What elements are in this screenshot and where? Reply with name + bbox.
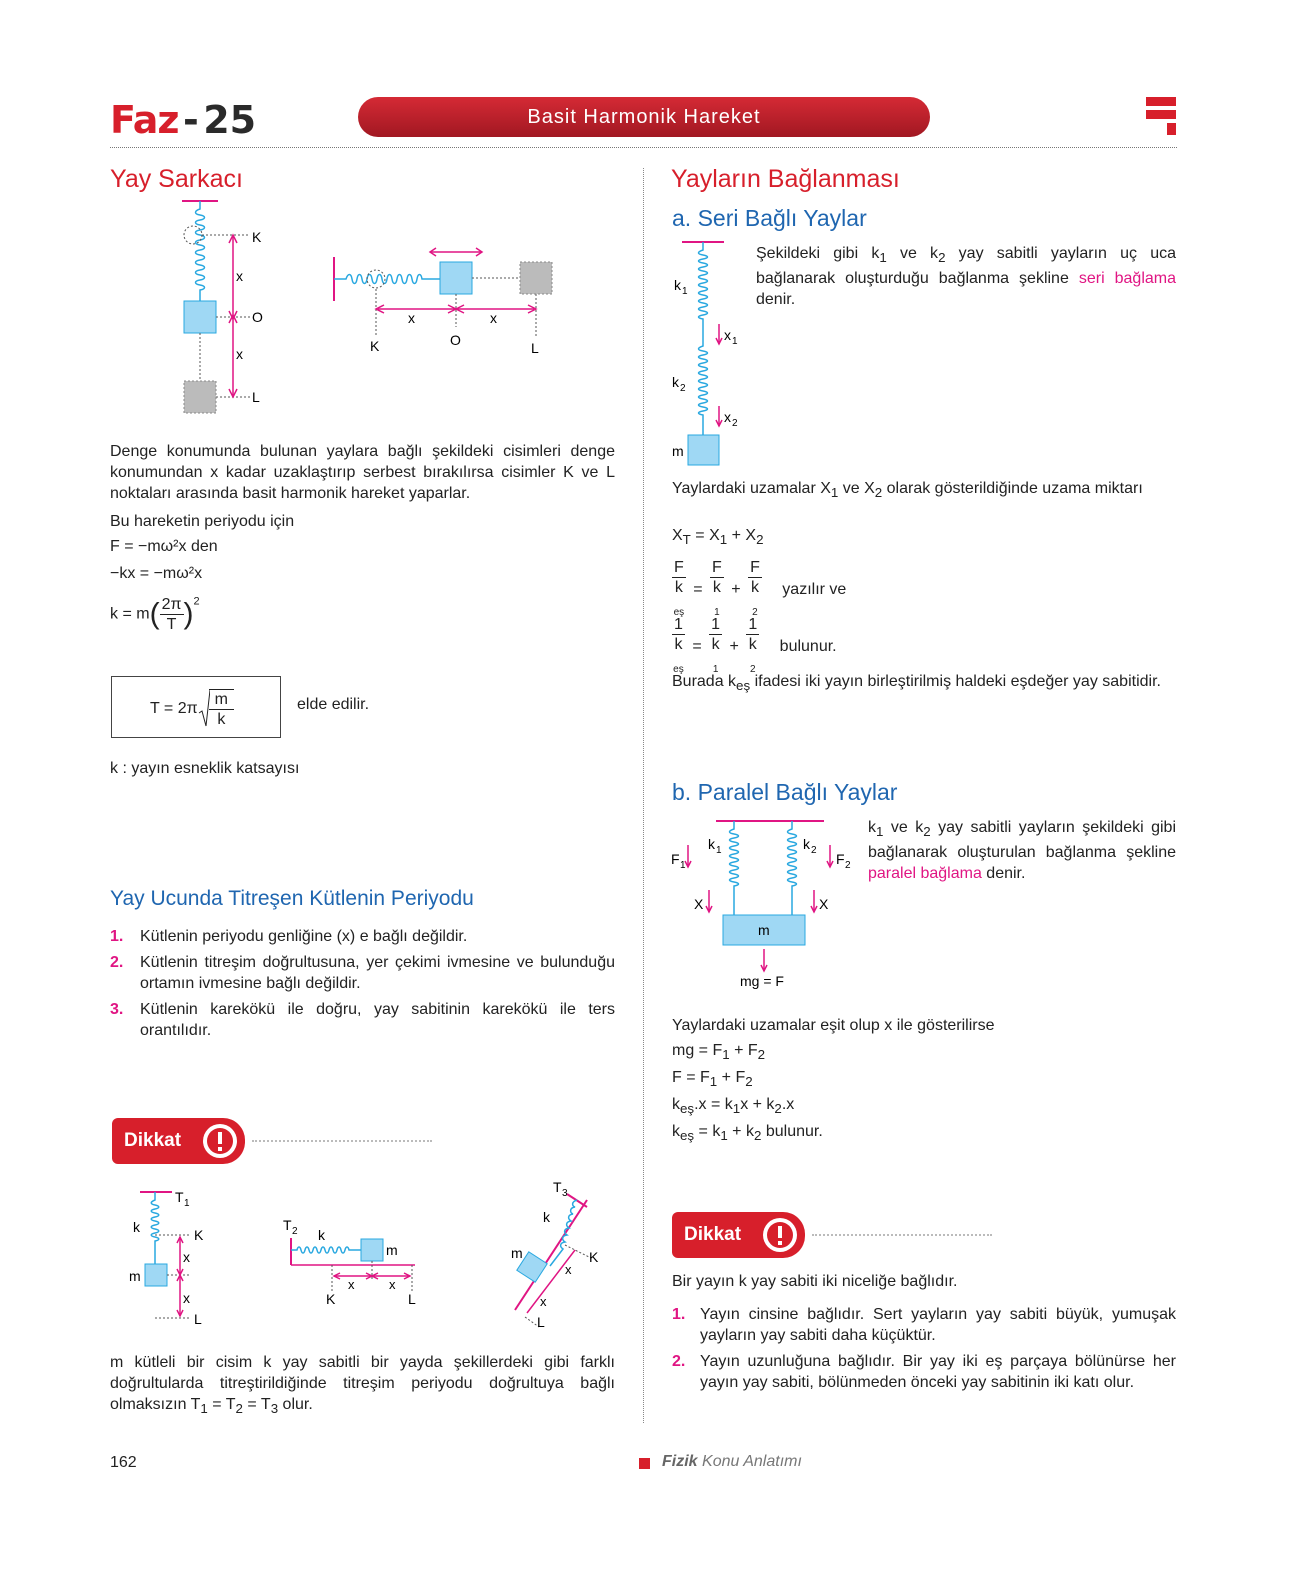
par-F2-sub: 2 [845,860,851,871]
pe4s2: 2 [753,1128,762,1144]
feq-num2: F [750,559,760,576]
section-title-paralel: b. Paralel Bağlı Yaylar [672,779,898,805]
seri-p-d: denir. [756,291,796,309]
par-eq2 [672,1069,753,1089]
dikkat-badge-left [112,1118,245,1164]
par-F2-label: F [836,851,845,867]
feq-es: eş [673,607,685,619]
seri-x1-sub: 1 [732,336,738,347]
par-m-label: m [758,922,770,938]
oeq-bulunur: bulunur. [779,638,837,656]
uzama-b: ve X [838,480,875,497]
d-L-label-1: L [194,1311,202,1327]
feq-k1-sub: 1 [714,607,720,619]
d-T2-label: T [283,1217,292,1233]
d-T3-sub: 3 [562,1188,568,1199]
par-k1-sub: 1 [716,845,722,856]
chapter-banner [358,97,930,137]
note-sub-3: 3 [270,1401,279,1417]
fig2-label-O: O [450,332,461,348]
d-k-label-3: k [543,1209,550,1225]
pe3b: .x = k [694,1096,733,1113]
pe1a: mg = F [672,1042,723,1059]
seri-p-sub2: 2 [938,250,946,266]
list-text: Kütlenin periyodu genliğine (x) e bağlı değildir. [140,928,468,945]
dikkat-figures [125,1180,645,1335]
fig1-label-K: K [252,229,262,245]
oeq-num0: 1 [674,616,683,633]
par-line1: Yaylardaki uzamalar eşit olup x ile gösterilirse [672,1017,995,1034]
period-intro: Bu hareketin periyodu için [110,513,295,530]
d-m-label-2: m [386,1242,398,1258]
par-eq4 [672,1123,823,1143]
par-mg-label: mg = F [740,973,784,989]
seri-m-label: m [672,443,684,459]
fig2-label-x2: x [490,310,497,326]
formula-numerator: m [209,690,234,710]
pe3a: k [672,1096,680,1113]
period-list [110,926,615,1041]
formula-T [150,689,234,729]
section-title-yay-sarkaci: Yay Sarkacı [110,165,243,193]
pe1s2: 2 [757,1047,766,1063]
oeq-k: k [674,636,683,653]
feq-k2: k [750,579,759,596]
dikkat-dots [252,1140,432,1142]
d-list [672,1304,1176,1393]
par-p-a: k [868,819,876,836]
feq-plus: + [731,581,741,599]
eq3-denominator: T [166,616,177,633]
oeq-num1: 1 [711,616,721,633]
pe4s1: 1 [720,1128,728,1144]
pe2b: + F [717,1069,746,1086]
list-text: Yayın cinsine bağlıdır. Sert yayların yay sabiti büyük, yumuşak yayların yay sabiti daha küçüktür. [700,1306,1176,1344]
d-T1-sub: 1 [184,1198,190,1209]
pe2s1: 1 [709,1074,718,1090]
oeq-plus: + [729,638,739,656]
list-number: 1. [110,928,124,945]
par-X1-label: X [694,896,704,912]
dikkat-note [110,1352,615,1419]
list-number: 3. [110,1001,124,1018]
par-k2-label: k [803,836,810,852]
par-k1-label: k [708,836,715,852]
list-text: Kütlenin karekökü ile doğru, yay sabitinin karekökü ile ters orantılıdır. [140,1001,615,1039]
uzama-paragraph [672,478,1176,503]
feq-k2-sub: 2 [752,607,758,619]
seri-p-c: yay sabitli yayların uç uca bağlanarak oluşturduğu bağlanma şekline [756,245,1177,288]
exclamation-icon [760,1215,800,1255]
horizontal-spring-figure [330,245,560,355]
oeq-num2: 1 [748,616,758,633]
dikkat-dots-right [812,1234,992,1236]
list-item [110,926,615,947]
fig1-label-x1: x [236,268,243,284]
pe2s2: 2 [745,1074,753,1090]
list-item [110,952,615,994]
footer-konu: Konu Anlatımı [702,1453,802,1470]
par-eq3 [672,1096,794,1116]
eq3-exponent: 2 [193,595,200,608]
paralel-paragraph [868,817,1176,884]
d-x-label-2: x [348,1277,355,1292]
footer-fizik: Fizik [662,1453,698,1470]
par-p-d: denir. [981,865,1026,883]
formula-T-label: T = 2π [150,700,198,717]
seri-p-a: Şekildeki gibi k [756,245,880,262]
pe1b: + F [729,1042,758,1059]
xt-sub: T [682,532,691,548]
d-K-label-2: K [326,1291,336,1307]
xt-eq: = X [690,527,720,544]
d-x-label-3: x [565,1262,572,1277]
dikkat-label-right: Dikkat [684,1224,742,1245]
oeq-k1-sub: 1 [712,664,719,676]
d-x-label-1: x [183,1249,190,1265]
par-X2-label: X [819,896,829,912]
list-number: 1. [672,1306,686,1323]
par-F1-label: F [671,851,680,867]
period-formula-box [111,676,281,738]
fig1-label-L: L [252,389,260,405]
d-T2-sub: 2 [292,1226,298,1237]
pe4a: k [672,1123,680,1140]
par-k2-sub: 2 [811,845,817,856]
pe3c: x + k [740,1096,775,1113]
d-x-label-2b: x [389,1277,396,1292]
equation-kx: −kx = −mω²x [110,565,203,582]
par-p-sub2: 2 [923,824,931,840]
burada-b: ifadesi iki yayın birleştirilmiş haldeki eşdeğer yay sabitidir. [750,673,1161,690]
k-definition: k : yayın esneklik katsayısı [110,760,300,777]
xt-sub2: 2 [756,532,764,548]
burada-a: Burada k [672,673,737,690]
footer-title [662,1453,802,1471]
par-eq1 [672,1042,765,1062]
note-text-a: m kütleli bir cisim k yay sabitli bir yayda şekillerdeki gibi farklı doğrultularda titreştirildiğinde titreşim periyodu doğrultuya bağlı olmaksızın T [110,1354,615,1413]
chapter-title: Basit Harmonik Hareket [527,106,761,128]
note-text-c: = T [242,1396,271,1413]
vertical-spring-figure [160,195,280,420]
pe4d: bulunur. [761,1123,823,1140]
pe1s1: 1 [722,1047,730,1063]
fig2-label-x1: x [408,310,415,326]
oeq-equals: = [692,638,702,656]
xt-x: X [672,527,683,544]
seri-paragraph [756,243,1176,310]
note-sub-2: 2 [235,1401,243,1417]
seri-k1-sub: 1 [682,286,688,297]
seri-p-sub1: 1 [879,250,887,266]
d-K-label-1: K [194,1227,204,1243]
pe3s1: 1 [732,1101,741,1117]
equation-force: F = −mω²x den [110,538,218,555]
par-p-highlight: paralel bağlama [868,865,982,883]
par-p-b: ve k [883,819,924,836]
dikkat-badge-right [672,1212,805,1258]
par-p-sub1: 1 [876,824,884,840]
pe2a: F = F [672,1069,710,1086]
publisher-logo-icon [1146,97,1178,137]
seri-k2-sub: 2 [680,383,686,394]
uzama-sub1: 1 [830,485,839,501]
list-number: 2. [110,954,124,971]
fig1-label-x2: x [236,346,243,362]
seri-k1-label: k [674,277,681,293]
feq-num0: F [674,559,684,576]
d-intro: Bir yayın k yay sabiti iki niceliğe bağlıdır. [672,1273,958,1290]
seri-x2-label: x [724,409,731,425]
dikkat-label: Dikkat [124,1130,182,1151]
fig1-label-O: O [252,309,263,325]
equation-1-keq [672,615,837,679]
uzama-sub2: 2 [874,485,883,501]
pe4b: = k [694,1123,721,1140]
seri-x1-label: x [724,327,731,343]
d-K-label-3: K [589,1249,599,1265]
pe4c: + k [727,1123,754,1140]
brand-dash: - [182,98,199,142]
par-p-c: yay sabitli yayların şekildeki gibi bağlanarak oluşturulan bağlanma şekline [868,819,1176,862]
feq-k: k [674,579,683,596]
d-T3-label: T [553,1180,562,1195]
d-m-label-3: m [511,1245,523,1261]
page-number: 162 [110,1454,137,1471]
section-title-seri: a. Seri Bağlı Yaylar [672,205,867,231]
note-text-b: = T [207,1396,236,1413]
uzama-a: Yaylardaki uzamalar X [672,480,831,497]
pe3d: .x [781,1096,795,1113]
list-number: 2. [672,1353,686,1370]
formula-denominator: k [217,711,226,728]
footer-square-icon [639,1458,650,1469]
uzama-c: olarak gösterildiğinde uzama miktarı [882,480,1143,497]
feq-yazilir: yazılır ve [782,581,847,599]
oeq-k2-sub: 2 [749,664,756,676]
list-text: Yayın uzunluğuna bağlıdır. Bir yay iki eş parçaya bölünürse her yayın yay sabiti, bölünmeden önceki yay sabitinin iki katı olur. [700,1353,1176,1391]
d-k-label-1: k [133,1219,140,1235]
brand-logo [110,98,256,142]
d-x-label-3b: x [540,1294,547,1309]
list-item [672,1351,1176,1393]
fig2-label-L: L [531,340,539,355]
equation-k: k = m( $\frac{2\pi}{T}$ )$^2$ [110,595,200,633]
feq-equals: = [693,581,703,599]
brand-name: Faz [110,98,179,142]
oeq-es: eş [673,664,684,676]
seri-x2-sub: 2 [732,418,738,429]
burada-sub: eş [736,678,751,694]
fig2-label-K: K [370,338,380,354]
feq-k1: k [712,579,721,596]
oeq-k2: k [748,636,757,653]
d-x-label-1b: x [183,1290,190,1306]
seri-p-b: ve k [886,245,939,262]
pe4es: eş [680,1128,695,1144]
equation-XT [672,527,763,547]
oeq-k1: k [711,636,720,653]
header-rule [110,147,1177,148]
section-title-period: Yay Ucunda Titreşen Kütlenin Periyodu [110,887,474,910]
pe3es: eş [680,1101,695,1117]
pendulum-paragraph: Denge konumunda bulunan yaylara bağlı şekildeki cisimleri denge konumundan x kadar uzaklaştırıp serbest bırakılırsa cisimler K ve L noktaları arasında basit harmonik hareket yaparlar. [110,443,615,502]
note-text-d: olur. [278,1396,313,1413]
section-title-baglanma: Yayların Bağlanması [671,165,900,193]
formula-result-text: elde edilir. [297,696,370,713]
d-T1-label: T [175,1189,184,1205]
exclamation-icon [200,1121,240,1161]
pe3s2: 2 [774,1101,782,1117]
series-spring-figure [668,236,748,468]
note-sub-1: 1 [200,1401,208,1417]
d-k-label-2: k [318,1227,325,1243]
par-F1-sub: 1 [680,860,686,871]
d-m-label-1: m [129,1268,141,1284]
feq-num1: F [712,559,722,576]
unit-number: 25 [203,98,257,142]
eq3-left: k = m [110,605,150,623]
d-L-label-3: L [537,1314,545,1330]
xt-plus: + X [727,527,757,544]
list-text: Kütlenin titreşim doğrultusuna, yer çekimi ivmesine ve bulunduğu ortamın ivmesine bağlı değildir. [140,954,615,992]
seri-k2-label: k [672,374,679,390]
eq3-numerator: 2π [161,596,182,613]
equation-F-keq [672,558,846,622]
seri-p-highlight: seri bağlama [1078,270,1176,288]
list-item [110,999,615,1041]
d-L-label-2: L [408,1291,416,1307]
list-item [672,1304,1176,1346]
xt-sub1: 1 [719,532,728,548]
parallel-spring-figure [668,815,863,995]
burada-paragraph [672,671,1176,696]
